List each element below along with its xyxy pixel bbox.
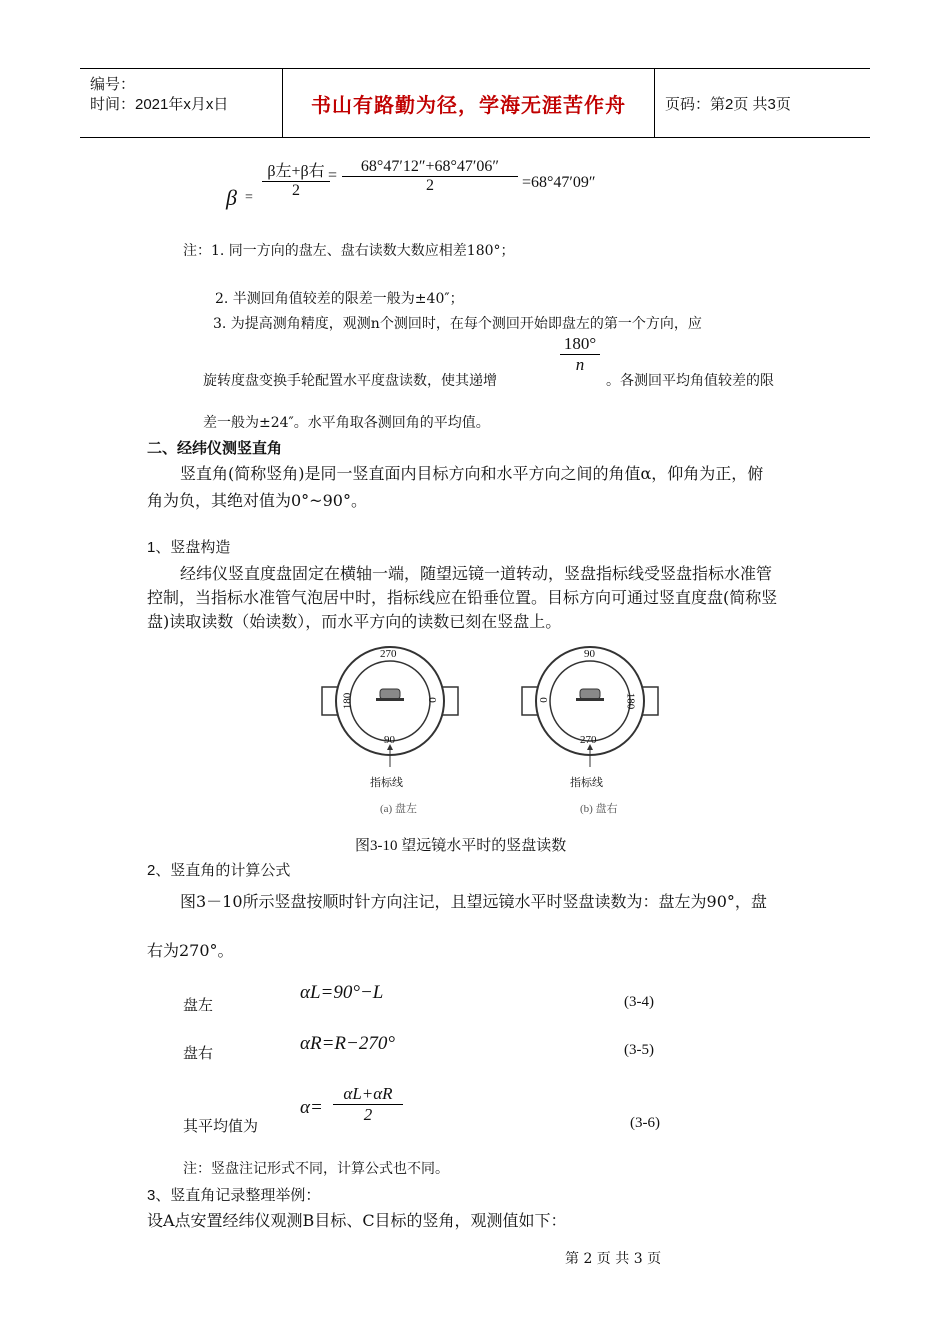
equals-sign: = — [328, 167, 338, 184]
formula-2-expr: αR=R−270° — [300, 1033, 395, 1054]
header-meta — [80, 69, 283, 137]
note-1: 注：1. 同一方向的盘左、盘右读数大数应相差180°； — [183, 243, 515, 259]
beta-num-2: 68°47′12″+68°47′06″ — [342, 158, 518, 177]
subsection-1-title: 1、竖盘构造 — [147, 539, 231, 556]
beta-den-1: 2 — [292, 182, 300, 199]
dial-right-caption: (b) 盘右 — [580, 803, 618, 815]
para-2-line-3: 盘)读取读数（始读数），而水平方向的读数已刻在竖盘上。 — [147, 612, 562, 631]
page-footer: 第 2 页 共 3 页 — [565, 1251, 662, 1267]
beta-symbol: β — [226, 185, 237, 210]
header-page-cell — [655, 69, 870, 137]
note-3-frac-den: n — [575, 355, 585, 374]
dial-left-right: 0 — [425, 697, 438, 703]
formula-3-num: αL+αR — [333, 1084, 403, 1105]
dial-right-left: 0 — [537, 697, 550, 703]
beta-equals: = — [245, 190, 253, 205]
note-3-line-2-pre: 旋转度盘变换手轮配置水平度盘读数，使其递增 — [203, 373, 497, 389]
para-3-line-2: 右为270°。 — [147, 941, 234, 960]
header-motto-cell — [283, 69, 655, 137]
note-2: 2. 半测回角值较差的限差一般为±40″； — [215, 291, 464, 307]
dial-left-caption: (a) 盘左 — [380, 803, 417, 815]
para-2-line-2: 控制，当指标水准管气泡居中时，指标线应在铅垂位置。目标方向可通过竖直度盘(简称竖 — [147, 588, 778, 607]
formula-3-den: 2 — [363, 1105, 373, 1124]
dial-right-bottom: 270 — [580, 734, 597, 746]
para-1-line-2: 角为负，其绝对值为0°~90°。 — [147, 491, 367, 510]
dial-left-pointer: 指标线 — [370, 777, 403, 789]
dial-right-top: 90 — [584, 648, 595, 660]
beta-fraction-2 — [342, 158, 518, 195]
note-3-line-2-post: 。各测回平均角值较差的限 — [606, 373, 774, 389]
formula-3-lhs: α= — [300, 1097, 323, 1118]
para-2-line-1: 经纬仪竖直度盘固定在横轴一端，随望远镜一道转动，竖盘指标线受竖盘指标水准管 — [180, 564, 773, 583]
formula-1-expr: αL=90°−L — [300, 982, 384, 1003]
dial-left-top: 270 — [380, 648, 397, 660]
figure-caption: 图3-10 望远镜水平时的竖盘读数 — [355, 838, 567, 854]
beta-num-1: β左+β右 — [262, 158, 330, 182]
formula-3-label: 其平均值为 — [183, 1117, 259, 1135]
beta-den-2: 2 — [426, 177, 434, 194]
formula-3-number: (3-6) — [630, 1115, 660, 1131]
para-1-line-1: 竖直角(简称竖角)是同一竖直面内目标方向和水平方向之间的角值α，仰角为正，俯 — [180, 464, 764, 483]
dial-left-left: 180 — [341, 692, 354, 710]
note-3-line-3: 差一般为±24″。水平角取各测回角的平均值。 — [203, 415, 490, 431]
section-2-title: 二、经纬仪测竖直角 — [147, 440, 283, 457]
beta-fraction-1 — [262, 158, 330, 200]
dial-left-bottom: 90 — [384, 734, 395, 746]
subsection-3-title: 3、竖直角记录整理举例： — [147, 1187, 321, 1204]
formula-1-number: (3-4) — [624, 994, 654, 1010]
motto: 书山有路勤为径，学海无涯苦作舟 — [311, 94, 626, 117]
calc-note: 注：竖盘注记形式不同，计算公式也不同。 — [183, 1161, 449, 1177]
note-3: 3. 为提高测角精度，观测n个测回时，在每个测回开始即盘左的第一个方向，应 — [213, 316, 702, 332]
note-3-fraction — [560, 334, 600, 375]
formula-2-number: (3-5) — [624, 1042, 654, 1058]
dial-right-right: 180 — [624, 692, 637, 710]
formula-3-fraction — [333, 1084, 403, 1125]
page-info: 页码：第2页 共3页 — [665, 95, 791, 113]
para-4: 设A点安置经纬仪观测B目标、C目标的竖角，观测值如下： — [147, 1211, 567, 1230]
formula-1-label: 盘左 — [183, 996, 214, 1014]
beta-result: =68°47′09″ — [522, 174, 596, 191]
para-3-line-1: 图3－10所示竖盘按顺时针方向注记，且望远镜水平时竖盘读数为：盘左为90°，盘 — [180, 892, 767, 911]
page-header — [80, 68, 870, 138]
subsection-2-title: 2、竖直角的计算公式 — [147, 862, 291, 879]
time-label: 时间：2021年x月x日 — [90, 96, 229, 113]
vertical-circle-figure — [318, 642, 668, 822]
dial-right-pointer: 指标线 — [570, 777, 603, 789]
note-3-frac-num: 180° — [560, 334, 600, 355]
formula-2-label: 盘右 — [183, 1044, 214, 1062]
dial-right — [522, 647, 658, 767]
number-label: 编号： — [90, 76, 136, 93]
